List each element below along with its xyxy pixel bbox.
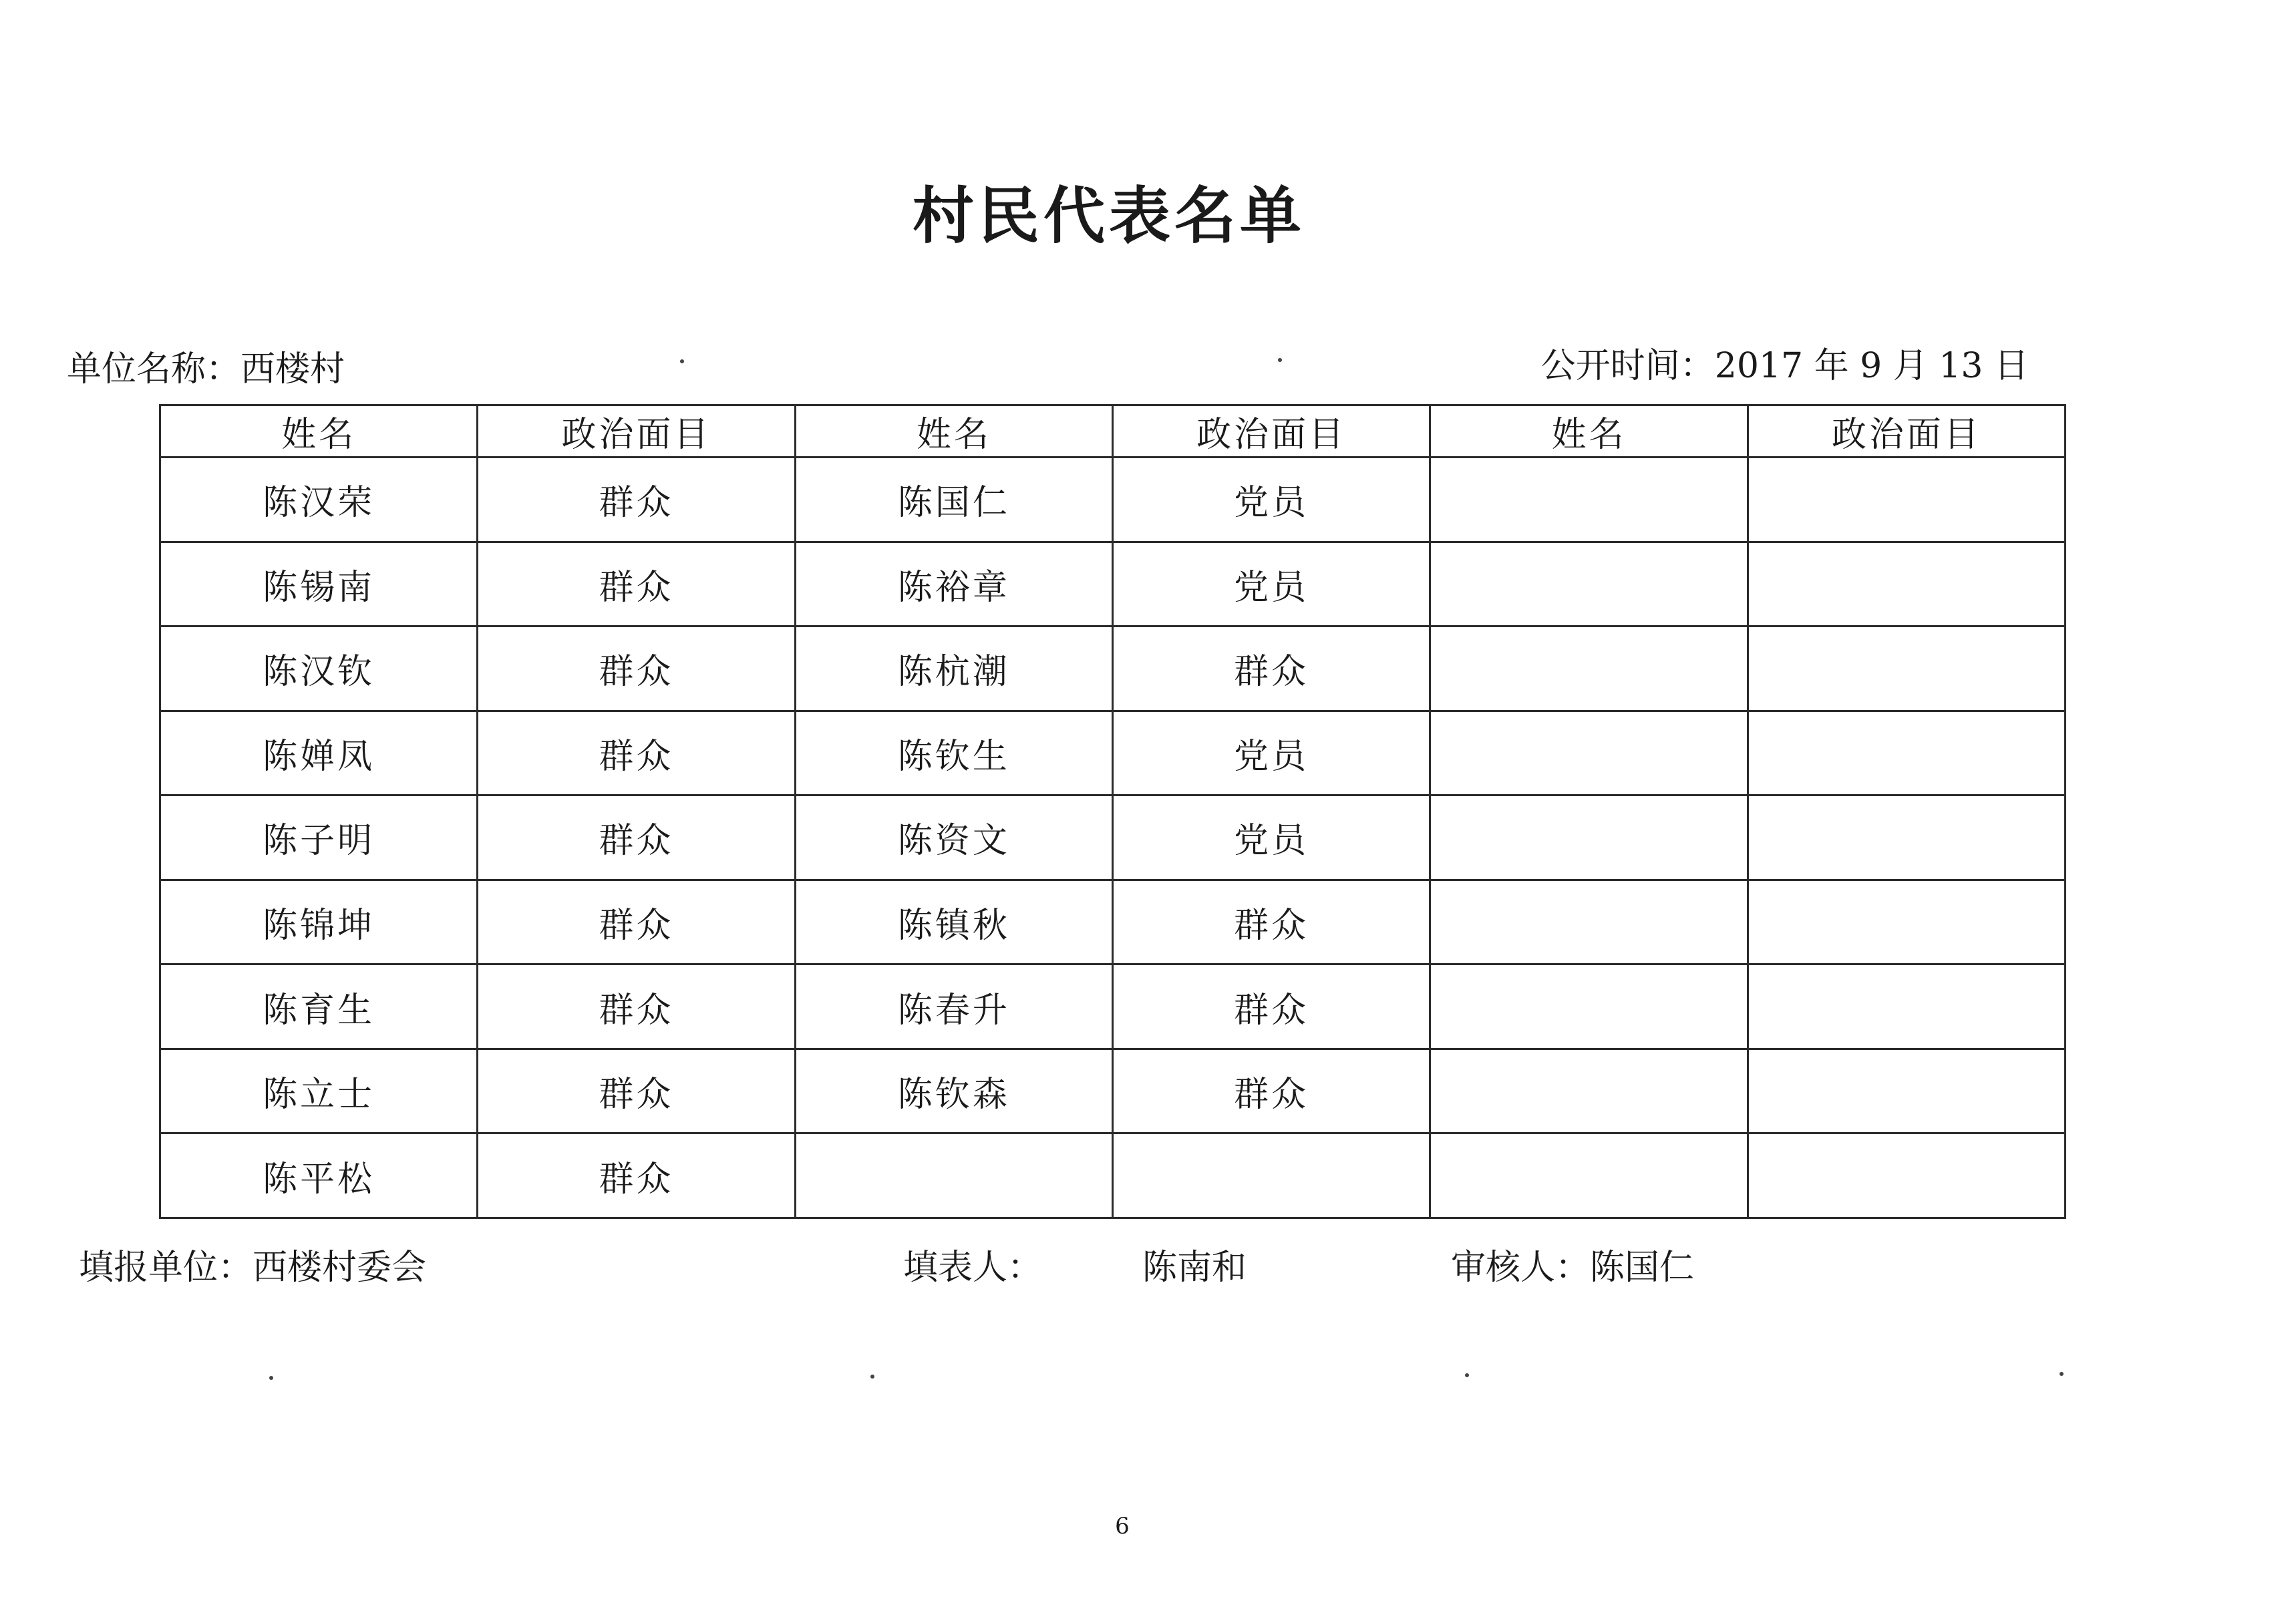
table-row: [160, 711, 2066, 795]
name-cell: [1430, 627, 1748, 711]
date-value: 2017 年 9 月 13 日: [1714, 346, 2029, 386]
column-header-political-status: 政治面目: [1112, 405, 1430, 458]
name-cell: [1430, 880, 1748, 964]
status-cell: [1748, 795, 2065, 880]
status-cell: 党员: [1112, 542, 1430, 627]
name-cell: 陈子明: [160, 795, 478, 880]
name-cell: [1430, 1133, 1748, 1218]
table-row: [160, 964, 2066, 1049]
status-cell: 群众: [478, 964, 795, 1049]
form-filler-line: [903, 1239, 1247, 1289]
column-header-name: 姓名: [795, 405, 1112, 458]
name-cell: 陈钦生: [795, 711, 1112, 795]
status-cell: [1748, 458, 2065, 542]
name-cell: 陈钦森: [795, 1049, 1112, 1133]
status-cell: 群众: [478, 1133, 795, 1218]
name-cell: 陈汉荣: [160, 458, 478, 542]
table-row: [160, 880, 2066, 964]
scan-speck: [1465, 1373, 1469, 1377]
table-row: [160, 1049, 2066, 1133]
name-cell: 陈锡南: [160, 542, 478, 627]
status-cell: [1748, 711, 2065, 795]
status-cell: 群众: [478, 795, 795, 880]
status-cell: 群众: [478, 542, 795, 627]
name-cell: [1430, 711, 1748, 795]
status-cell: [1748, 880, 2065, 964]
status-cell: 党员: [1112, 458, 1430, 542]
scan-speck: [2060, 1372, 2064, 1376]
status-cell: [1748, 627, 2065, 711]
scan-speck: [870, 1375, 874, 1379]
name-cell: 陈杭潮: [795, 627, 1112, 711]
form-filler-name: 陈南和: [1142, 1248, 1247, 1288]
table-row: [160, 795, 2066, 880]
form-filler-label: 填表人：: [903, 1248, 1043, 1288]
unit-name: 西楼村: [240, 349, 345, 389]
unit-label: 单位名称：: [67, 349, 241, 389]
status-cell: 群众: [478, 880, 795, 964]
name-cell: [1430, 458, 1748, 542]
name-cell: 陈锦坤: [160, 880, 478, 964]
status-cell: [1112, 1133, 1430, 1218]
status-cell: 群众: [1112, 964, 1430, 1049]
reporting-unit-value: 西楼村委会: [253, 1248, 427, 1288]
table-row: [160, 542, 2066, 627]
status-cell: 群众: [478, 711, 795, 795]
status-cell: 党员: [1112, 795, 1430, 880]
reviewer-name: 陈国仁: [1590, 1248, 1695, 1288]
status-cell: 群众: [1112, 1049, 1430, 1133]
table-header-row: [160, 405, 2066, 458]
name-cell: 陈国仁: [795, 458, 1112, 542]
name-cell: [795, 1133, 1112, 1218]
status-cell: 党员: [1112, 711, 1430, 795]
status-cell: 群众: [478, 627, 795, 711]
scan-speck: [680, 359, 684, 363]
status-cell: [1748, 1133, 2065, 1218]
status-cell: 群众: [478, 458, 795, 542]
page-title: 村民代表名单: [912, 180, 1305, 252]
column-header-name: 姓名: [1430, 405, 1748, 458]
name-cell: 陈裕章: [795, 542, 1112, 627]
page-number: 6: [1115, 1513, 1130, 1540]
date-label: 公开时间：: [1540, 346, 1715, 386]
representative-roster-table: [159, 404, 2066, 1219]
scan-speck: [269, 1376, 273, 1380]
scan-speck: [1278, 358, 1282, 362]
table-row: [160, 458, 2066, 542]
column-header-name: 姓名: [160, 405, 478, 458]
reviewer-label: 审核人：: [1451, 1248, 1591, 1288]
name-cell: 陈育生: [160, 964, 478, 1049]
name-cell: 陈资文: [795, 795, 1112, 880]
reporting-unit-line: [79, 1239, 426, 1289]
name-cell: [1430, 964, 1748, 1049]
status-cell: 群众: [478, 1049, 795, 1133]
unit-name-line: [67, 341, 345, 391]
column-header-political-status: 政治面目: [478, 405, 795, 458]
name-cell: 陈镇秋: [795, 880, 1112, 964]
status-cell: 群众: [1112, 627, 1430, 711]
status-cell: [1748, 542, 2065, 627]
name-cell: 陈汉钦: [160, 627, 478, 711]
reporting-unit-label: 填报单位：: [79, 1248, 253, 1288]
name-cell: [1430, 795, 1748, 880]
name-cell: [1430, 1049, 1748, 1133]
name-cell: [1430, 542, 1748, 627]
name-cell: 陈平松: [160, 1133, 478, 1218]
status-cell: [1748, 964, 2065, 1049]
table-row: [160, 1133, 2066, 1218]
name-cell: 陈婵凤: [160, 711, 478, 795]
name-cell: 陈立士: [160, 1049, 478, 1133]
publish-date-line: [1541, 337, 2029, 387]
column-header-political-status: 政治面目: [1748, 405, 2065, 458]
status-cell: 群众: [1112, 880, 1430, 964]
reviewer-line: [1451, 1239, 1694, 1289]
name-cell: 陈春升: [795, 964, 1112, 1049]
status-cell: [1748, 1049, 2065, 1133]
table-row: [160, 627, 2066, 711]
